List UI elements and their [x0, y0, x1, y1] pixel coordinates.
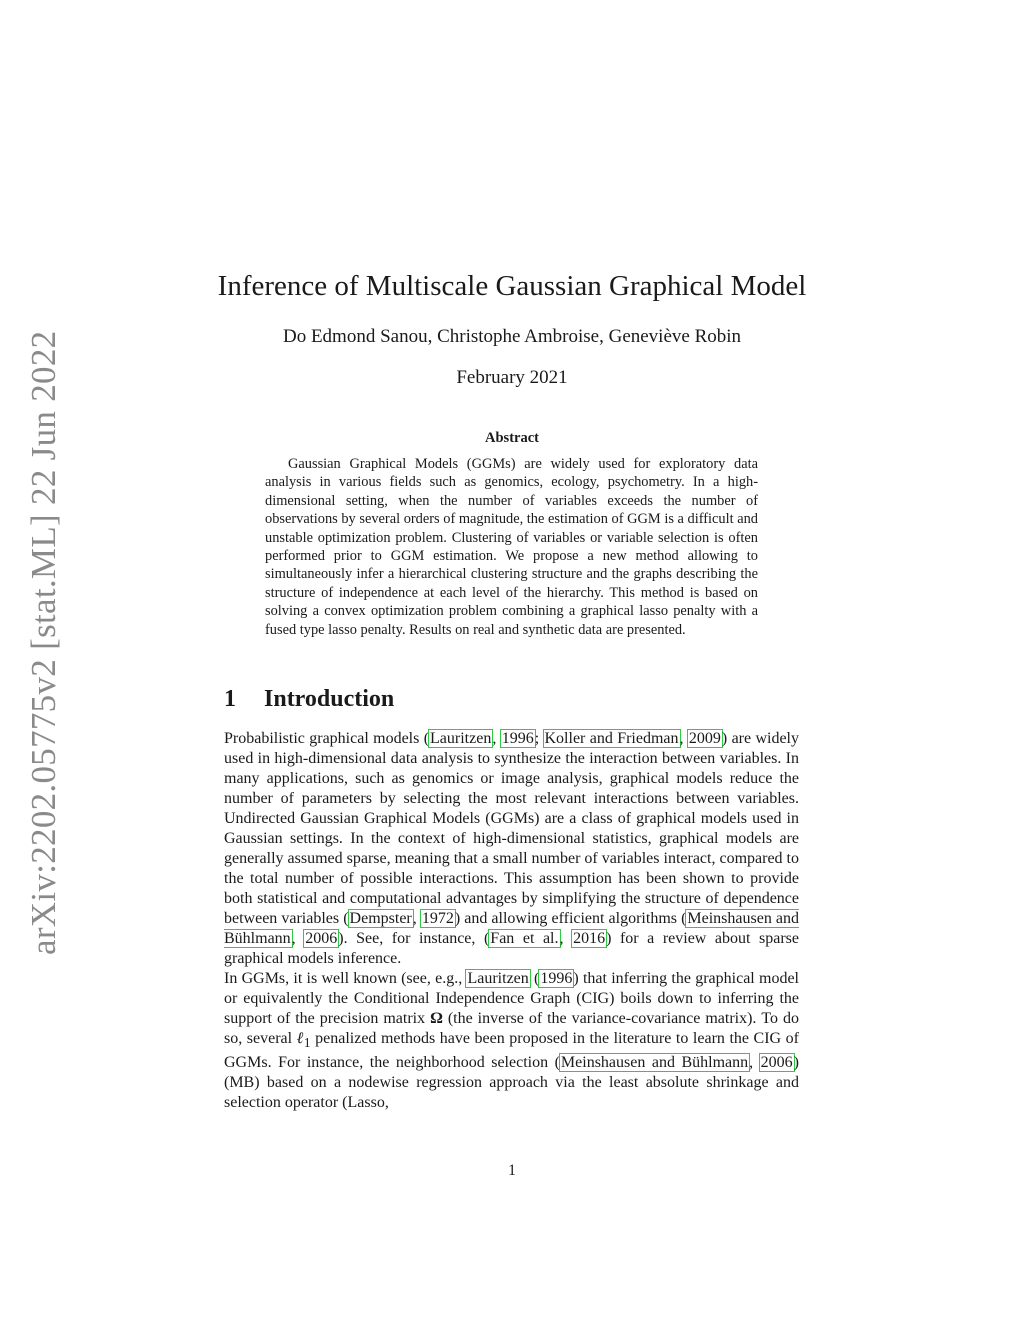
section-number: 1: [224, 686, 236, 712]
citation-link-meinshausen-buhlmann-year[interactable]: 2006: [760, 1054, 793, 1072]
ell-subscript: 1: [303, 1035, 311, 1051]
paper-title: Inference of Multiscale Gaussian Graphical Model: [217, 270, 807, 302]
text-run: ,: [749, 1054, 760, 1072]
text-run: ) are widely used in high-dimensional data analysis to synthesize the interaction between variables. In many applications, such as genomics or image analysis, graphical models reduce the number of parameters by selecting the most relevant interactions between variables. Undirected Gaussian Graphical Models (GGMs) are a class of graphical models used in Gaussian settings. In the context of high-dimensional statistics, graphical models are generally assumed sparse, meaning that a small number of variables interact, compared to the total number of possible interactions. This assumption has been shown to provide both statistical and computational advantages by simplifying the structure of dependence between variables (: [224, 730, 799, 927]
text-run: ) (MB) based on a nodewise regression approach via the least absolute shrinkage and selection operator (Lasso,: [224, 1054, 799, 1112]
citation-link-dempster[interactable]: Dempster: [349, 910, 412, 927]
text-run: ). See, for instance, (: [338, 930, 490, 947]
citation-link-lauritzen[interactable]: Lauritzen: [467, 970, 529, 987]
arxiv-identifier[interactable]: arXiv:2202.05775v2 [stat.ML] 22 Jun 2022: [24, 330, 63, 955]
text-run: ;: [534, 730, 544, 747]
citation-link-meinshausen-buhlmann-year[interactable]: 2006: [305, 930, 338, 947]
citation-link-meinshausen-buhlmann[interactable]: Meinshausen and Bühlmann: [224, 910, 800, 947]
omega-symbol: Ω: [430, 1010, 443, 1027]
citation-link-koller-friedman-year[interactable]: 2009: [688, 730, 721, 747]
paragraph: [224, 729, 799, 969]
section-title: Introduction: [264, 686, 395, 712]
text-run: ) and allowing efficient algorithms (: [454, 910, 687, 927]
text-run: penalized methods have been proposed in the literature to learn the CIG of GGMs. For instance, the neighborhood selection (: [224, 1030, 800, 1072]
citation-link-fan-et-al[interactable]: Fan et al.: [490, 930, 559, 947]
text-run: ,: [291, 930, 305, 947]
text-run: ,: [559, 930, 573, 947]
text-run: ,: [492, 730, 501, 747]
author-list: Do Edmond Sanou, Christophe Ambroise, Geneviève Robin: [282, 326, 742, 347]
page-number: 1: [508, 1162, 516, 1179]
abstract-heading: Abstract: [485, 430, 539, 446]
text-run: (the inverse of the variance-covariance matrix). To do so, several: [224, 1010, 799, 1047]
text-run: ,: [679, 730, 688, 747]
text-run: ) for a review about sparse graphical models inference.: [224, 930, 800, 967]
introduction-body: [224, 729, 799, 1113]
text-run: Probabilistic graphical models (: [224, 730, 430, 747]
citation-link-dempster-year[interactable]: 1972: [421, 910, 454, 927]
ell-symbol: ℓ: [296, 1030, 304, 1047]
publication-date: February 2021: [456, 367, 568, 388]
text-run: In GGMs, it is well known (see, e.g.,: [224, 970, 467, 987]
citation-link-meinshausen-buhlmann[interactable]: Meinshausen and Bühlmann: [560, 1054, 749, 1072]
citation-link-lauritzen-year[interactable]: 1996: [540, 970, 573, 987]
paragraph: [224, 969, 799, 1113]
text-run: (: [529, 970, 540, 987]
text-run: ,: [412, 910, 421, 927]
citation-link-fan-et-al-year[interactable]: 2016: [573, 930, 606, 947]
citation-link-lauritzen-year[interactable]: 1996: [501, 730, 534, 747]
section-heading-introduction: [224, 684, 804, 714]
citation-link-lauritzen[interactable]: Lauritzen: [430, 730, 492, 747]
abstract-text: Gaussian Graphical Models (GGMs) are widely used for exploratory data analysis in various fields such as genomics, ecology, psychometry. In a high-dimensional setting, when the number of variables exceeds the number of observations by several orders of magnitude, the estimation of GGM is a difficult and unstable optimization problem. Clustering of variables or variable selection is often performed prior to GGM estimation. We propose a new method allowing to simultaneously infer a hierarchical clustering structure and the graphs describing the structure of independence at each level of the hierarchy. This method is based on solving a convex optimization problem combining a graphical lasso penalty with a fused type lasso penalty. Results on real and synthetic data are presented.: [265, 456, 758, 638]
citation-link-koller-friedman[interactable]: Koller and Friedman: [544, 730, 679, 747]
text-run: ) that inferring the graphical model or equivalently the Conditional Independence Graph (CIG) boils down to inferring the support of the precision matrix: [224, 970, 800, 1027]
